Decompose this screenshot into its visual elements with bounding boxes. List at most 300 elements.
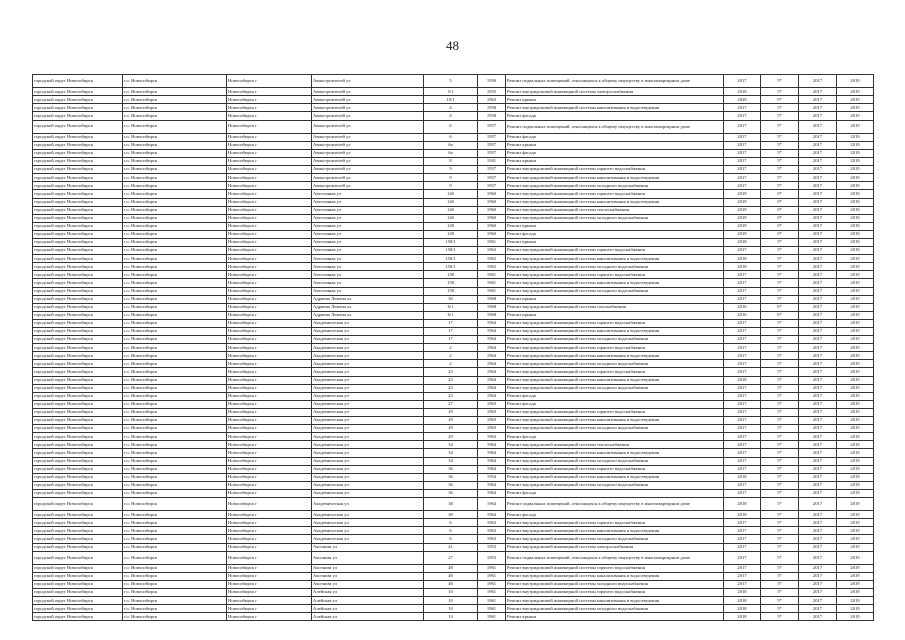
street-cell: Аксенова ул bbox=[312, 543, 424, 551]
priority-cell: 5* bbox=[761, 149, 799, 157]
priority-cell: 5* bbox=[761, 589, 799, 597]
settlement-cell: г.о. Новосибирск bbox=[123, 597, 227, 605]
planned-year-cell: 2017 bbox=[724, 120, 761, 133]
table-row bbox=[33, 214, 874, 222]
settlement-cell: г.о. Новосибирск bbox=[123, 589, 227, 597]
work-type-cell: Ремонт фасада bbox=[506, 133, 724, 141]
house-number-cell: 150/1 bbox=[424, 247, 478, 255]
settlement-cell: г.о. Новосибирск bbox=[123, 230, 227, 238]
municipality-cell: городской округ Новосибирск bbox=[33, 287, 123, 295]
build-year-cell: 1960 bbox=[478, 190, 506, 198]
street-cell: Академическая ул bbox=[312, 489, 424, 497]
planned-year-cell: 2017 bbox=[724, 368, 761, 376]
period-end-cell: 2019 bbox=[837, 295, 874, 303]
house-number-cell: 10/1 bbox=[424, 96, 478, 104]
street-cell: Академическая ул bbox=[312, 481, 424, 489]
build-year-cell: 1961 bbox=[478, 238, 506, 246]
municipality-cell: городской округ Новосибирск bbox=[33, 605, 123, 613]
table-row bbox=[33, 572, 874, 580]
build-year-cell: 1961 bbox=[478, 572, 506, 580]
street-cell: Академическая ул bbox=[312, 465, 424, 473]
settlement-cell: г.о. Новосибирск bbox=[123, 174, 227, 182]
house-number-cell: 158 bbox=[424, 287, 478, 295]
settlement-cell: г.о. Новосибирск bbox=[123, 303, 227, 311]
municipality-cell: городской округ Новосибирск bbox=[33, 319, 123, 327]
street-cell: Академическая ул bbox=[312, 408, 424, 416]
work-type-cell: Ремонт внутридомовой инженерной системы холодного водоснабжения bbox=[506, 214, 724, 222]
period-end-cell: 2019 bbox=[837, 222, 874, 230]
house-number-cell: 146 bbox=[424, 190, 478, 198]
city-cell: Новосибирск г bbox=[227, 311, 312, 319]
planned-year-cell: 2017 bbox=[724, 287, 761, 295]
city-cell: Новосибирск г bbox=[227, 589, 312, 597]
table-row bbox=[33, 104, 874, 112]
build-year-cell: 1961 bbox=[478, 613, 506, 621]
table-row bbox=[33, 319, 874, 327]
house-number-cell: 146 bbox=[424, 198, 478, 206]
street-cell: Автогенная ул bbox=[312, 190, 424, 198]
table-row bbox=[33, 543, 874, 551]
house-number-cell: 6/1 bbox=[424, 311, 478, 319]
build-year-cell: 1968 bbox=[478, 303, 506, 311]
house-number-cell: 6 bbox=[424, 527, 478, 535]
work-type-cell: Ремонт фасада bbox=[506, 149, 724, 157]
house-number-cell: 34 bbox=[424, 441, 478, 449]
settlement-cell: г.о. Новосибирск bbox=[123, 551, 227, 564]
house-number-cell: 48 bbox=[424, 572, 478, 580]
build-year-cell: 1964 bbox=[478, 457, 506, 465]
city-cell: Новосибирск г bbox=[227, 352, 312, 360]
build-year-cell: 1962 bbox=[478, 263, 506, 271]
municipality-cell: городской округ Новосибирск bbox=[33, 344, 123, 352]
table-row bbox=[33, 222, 874, 230]
planned-year-cell: 2017 bbox=[724, 166, 761, 174]
work-type-cell: Ремонт крыши bbox=[506, 238, 724, 246]
settlement-cell: г.о. Новосибирск bbox=[123, 120, 227, 133]
build-year-cell: 1957 bbox=[478, 133, 506, 141]
period-start-cell: 2017 bbox=[799, 535, 837, 543]
municipality-cell: городской округ Новосибирск bbox=[33, 198, 123, 206]
settlement-cell: г.о. Новосибирск bbox=[123, 214, 227, 222]
period-end-cell: 2019 bbox=[837, 457, 874, 465]
street-cell: Авиастроителей ул bbox=[312, 104, 424, 112]
municipality-cell: городской округ Новосибирск bbox=[33, 433, 123, 441]
street-cell: Академическая ул bbox=[312, 360, 424, 368]
house-number-cell: 36 bbox=[424, 489, 478, 497]
city-cell: Новосибирск г bbox=[227, 182, 312, 190]
table-row bbox=[33, 158, 874, 166]
priority-cell: 5* bbox=[761, 392, 799, 400]
period-end-cell: 2019 bbox=[837, 247, 874, 255]
table-row bbox=[33, 263, 874, 271]
period-end-cell: 2019 bbox=[837, 597, 874, 605]
period-end-cell: 2019 bbox=[837, 481, 874, 489]
priority-cell: 5* bbox=[761, 417, 799, 425]
street-cell: Академическая ул bbox=[312, 473, 424, 481]
municipality-cell: городской округ Новосибирск bbox=[33, 328, 123, 336]
city-cell: Новосибирск г bbox=[227, 295, 312, 303]
period-end-cell: 2019 bbox=[837, 581, 874, 589]
city-cell: Новосибирск г bbox=[227, 149, 312, 157]
planned-year-cell: 2017 bbox=[724, 158, 761, 166]
street-cell: Автогенная ул bbox=[312, 247, 424, 255]
municipality-cell: городской округ Новосибирск bbox=[33, 75, 123, 88]
build-year-cell: 1963 bbox=[478, 400, 506, 408]
settlement-cell: г.о. Новосибирск bbox=[123, 247, 227, 255]
municipality-cell: городской округ Новосибирск bbox=[33, 182, 123, 190]
priority-cell: 5* bbox=[761, 263, 799, 271]
house-number-cell: 2 bbox=[424, 360, 478, 368]
municipality-cell: городской округ Новосибирск bbox=[33, 511, 123, 519]
period-end-cell: 2019 bbox=[837, 400, 874, 408]
municipality-cell: городской округ Новосибирск bbox=[33, 441, 123, 449]
planned-year-cell: 2018 bbox=[724, 255, 761, 263]
city-cell: Новосибирск г bbox=[227, 433, 312, 441]
settlement-cell: г.о. Новосибирск bbox=[123, 75, 227, 88]
period-end-cell: 2019 bbox=[837, 613, 874, 621]
city-cell: Новосибирск г bbox=[227, 417, 312, 425]
table-row bbox=[33, 238, 874, 246]
city-cell: Новосибирск г bbox=[227, 287, 312, 295]
priority-cell: 5* bbox=[761, 328, 799, 336]
build-year-cell: 1963 bbox=[478, 425, 506, 433]
house-number-cell: 27 bbox=[424, 400, 478, 408]
house-number-cell: 17 bbox=[424, 336, 478, 344]
settlement-cell: г.о. Новосибирск bbox=[123, 511, 227, 519]
period-end-cell: 2019 bbox=[837, 572, 874, 580]
table-row bbox=[33, 352, 874, 360]
work-type-cell: Ремонт фасада bbox=[506, 230, 724, 238]
work-type-cell: Ремонт внутридомовой инженерной системы холодного водоснабжения bbox=[506, 287, 724, 295]
period-end-cell: 2019 bbox=[837, 336, 874, 344]
table-row bbox=[33, 425, 874, 433]
priority-cell: 5* bbox=[761, 368, 799, 376]
period-end-cell: 2019 bbox=[837, 497, 874, 510]
settlement-cell: г.о. Новосибирск bbox=[123, 473, 227, 481]
city-cell: Новосибирск г bbox=[227, 564, 312, 572]
settlement-cell: г.о. Новосибирск bbox=[123, 605, 227, 613]
work-type-cell: Ремонт фасада bbox=[506, 400, 724, 408]
period-start-cell: 2017 bbox=[799, 247, 837, 255]
house-number-cell: 36 bbox=[424, 481, 478, 489]
build-year-cell: 1963 bbox=[478, 433, 506, 441]
street-cell: Аксенова ул bbox=[312, 564, 424, 572]
table-row bbox=[33, 311, 874, 319]
period-end-cell: 2019 bbox=[837, 551, 874, 564]
work-type-cell: Ремонт внутридомовой инженерной системы холодного водоснабжения bbox=[506, 360, 724, 368]
priority-cell: 5* bbox=[761, 352, 799, 360]
work-type-cell: Ремонт внутридомовой инженерной системы горячего водоснабжения bbox=[506, 247, 724, 255]
street-cell: Академическая ул bbox=[312, 336, 424, 344]
planned-year-cell: 2017 bbox=[724, 535, 761, 543]
work-type-cell: Ремонт внутридомовой инженерной системы теплоснабжения bbox=[506, 441, 724, 449]
municipality-cell: городской округ Новосибирск bbox=[33, 311, 123, 319]
period-start-cell: 2017 bbox=[799, 206, 837, 214]
period-start-cell: 2017 bbox=[799, 287, 837, 295]
build-year-cell: 1957 bbox=[478, 166, 506, 174]
municipality-cell: городской округ Новосибирск bbox=[33, 141, 123, 149]
period-start-cell: 2017 bbox=[799, 408, 837, 416]
table-row bbox=[33, 190, 874, 198]
street-cell: Алейская ул bbox=[312, 605, 424, 613]
period-start-cell: 2017 bbox=[799, 96, 837, 104]
house-number-cell: 150/1 bbox=[424, 255, 478, 263]
build-year-cell: 1964 bbox=[478, 360, 506, 368]
planned-year-cell: 2017 bbox=[724, 527, 761, 535]
priority-cell: 5* bbox=[761, 497, 799, 510]
period-start-cell: 2017 bbox=[799, 368, 837, 376]
planned-year-cell: 2017 bbox=[724, 441, 761, 449]
house-number-cell: 36 bbox=[424, 473, 478, 481]
period-start-cell: 2017 bbox=[799, 230, 837, 238]
city-cell: Новосибирск г bbox=[227, 206, 312, 214]
build-year-cell: 1964 bbox=[478, 449, 506, 457]
table-row bbox=[33, 613, 874, 621]
municipality-cell: городской округ Новосибирск bbox=[33, 174, 123, 182]
period-end-cell: 2019 bbox=[837, 166, 874, 174]
build-year-cell: 1961 bbox=[478, 605, 506, 613]
house-number-cell: 23 bbox=[424, 392, 478, 400]
table-row bbox=[33, 511, 874, 519]
municipality-cell: городской округ Новосибирск bbox=[33, 481, 123, 489]
street-cell: Алейская ул bbox=[312, 613, 424, 621]
house-number-cell: 10 bbox=[424, 589, 478, 597]
period-start-cell: 2017 bbox=[799, 263, 837, 271]
period-start-cell: 2017 bbox=[799, 457, 837, 465]
street-cell: Академическая ул bbox=[312, 400, 424, 408]
work-type-cell: Ремонт внутридомовой инженерной системы канализования и водоотведения bbox=[506, 376, 724, 384]
municipality-cell: городской округ Новосибирск bbox=[33, 572, 123, 580]
settlement-cell: г.о. Новосибирск bbox=[123, 344, 227, 352]
period-end-cell: 2019 bbox=[837, 190, 874, 198]
street-cell: Академическая ул bbox=[312, 527, 424, 535]
street-cell: Автогенная ул bbox=[312, 230, 424, 238]
period-start-cell: 2017 bbox=[799, 328, 837, 336]
table-row bbox=[33, 368, 874, 376]
work-type-cell: Ремонт внутридомовой инженерной системы горячего водоснабжения bbox=[506, 190, 724, 198]
planned-year-cell: 2017 bbox=[724, 133, 761, 141]
planned-year-cell: 2017 bbox=[724, 174, 761, 182]
settlement-cell: г.о. Новосибирск bbox=[123, 112, 227, 120]
house-number-cell: 158 bbox=[424, 279, 478, 287]
municipality-cell: городской округ Новосибирск bbox=[33, 489, 123, 497]
house-number-cell: 2 bbox=[424, 344, 478, 352]
work-type-cell: Ремонт внутридомовой инженерной системы электроснабжения bbox=[506, 88, 724, 96]
table-row bbox=[33, 271, 874, 279]
settlement-cell: г.о. Новосибирск bbox=[123, 287, 227, 295]
work-type-cell: Ремонт внутридомовой инженерной системы канализования и водоотведения bbox=[506, 279, 724, 287]
municipality-cell: городской округ Новосибирск bbox=[33, 230, 123, 238]
house-number-cell: 148 bbox=[424, 230, 478, 238]
table-row bbox=[33, 400, 874, 408]
planned-year-cell: 2016 bbox=[724, 303, 761, 311]
city-cell: Новосибирск г bbox=[227, 376, 312, 384]
work-type-cell: Ремонт внутридомовой инженерной системы горячего водоснабжения bbox=[506, 465, 724, 473]
period-start-cell: 2017 bbox=[799, 497, 837, 510]
house-number-cell: 146 bbox=[424, 214, 478, 222]
table-row bbox=[33, 589, 874, 597]
period-end-cell: 2019 bbox=[837, 141, 874, 149]
street-cell: Автогенная ул bbox=[312, 238, 424, 246]
city-cell: Новосибирск г bbox=[227, 425, 312, 433]
settlement-cell: г.о. Новосибирск bbox=[123, 222, 227, 230]
work-type-cell: Ремонт внутридомовой инженерной системы горячего водоснабжения bbox=[506, 271, 724, 279]
period-start-cell: 2017 bbox=[799, 465, 837, 473]
city-cell: Новосибирск г bbox=[227, 551, 312, 564]
period-start-cell: 2017 bbox=[799, 190, 837, 198]
period-start-cell: 2017 bbox=[799, 222, 837, 230]
work-type-cell: Ремонт внутридомовой инженерной системы горячего водоснабжения bbox=[506, 166, 724, 174]
municipality-cell: городской округ Новосибирск bbox=[33, 457, 123, 465]
period-end-cell: 2019 bbox=[837, 112, 874, 120]
house-number-cell: 146 bbox=[424, 206, 478, 214]
municipality-cell: городской округ Новосибирск bbox=[33, 104, 123, 112]
street-cell: Авиастроителей ул bbox=[312, 75, 424, 88]
period-start-cell: 2017 bbox=[799, 417, 837, 425]
house-number-cell: 150/1 bbox=[424, 238, 478, 246]
street-cell: Академическая ул bbox=[312, 328, 424, 336]
period-end-cell: 2019 bbox=[837, 96, 874, 104]
city-cell: Новосибирск г bbox=[227, 572, 312, 580]
settlement-cell: г.о. Новосибирск bbox=[123, 481, 227, 489]
planned-year-cell: 2017 bbox=[724, 352, 761, 360]
settlement-cell: г.о. Новосибирск bbox=[123, 465, 227, 473]
street-cell: Академическая ул bbox=[312, 368, 424, 376]
priority-cell: 5* bbox=[761, 384, 799, 392]
city-cell: Новосибирск г bbox=[227, 255, 312, 263]
table-row bbox=[33, 551, 874, 564]
table-row bbox=[33, 295, 874, 303]
settlement-cell: г.о. Новосибирск bbox=[123, 360, 227, 368]
period-start-cell: 2017 bbox=[799, 336, 837, 344]
priority-cell: 0* bbox=[761, 214, 799, 222]
city-cell: Новосибирск г bbox=[227, 222, 312, 230]
period-start-cell: 2017 bbox=[799, 519, 837, 527]
table-row bbox=[33, 519, 874, 527]
planned-year-cell: 2017 bbox=[724, 336, 761, 344]
period-start-cell: 2017 bbox=[799, 392, 837, 400]
city-cell: Новосибирск г bbox=[227, 465, 312, 473]
period-start-cell: 2017 bbox=[799, 149, 837, 157]
city-cell: Новосибирск г bbox=[227, 441, 312, 449]
period-end-cell: 2019 bbox=[837, 271, 874, 279]
work-type-cell: Ремонт внутридомовой инженерной системы холодного водоснабжения bbox=[506, 384, 724, 392]
planned-year-cell: 2017 bbox=[724, 457, 761, 465]
period-start-cell: 2017 bbox=[799, 141, 837, 149]
city-cell: Новосибирск г bbox=[227, 247, 312, 255]
period-start-cell: 2017 bbox=[799, 425, 837, 433]
period-end-cell: 2019 bbox=[837, 605, 874, 613]
build-year-cell: 1964 bbox=[478, 465, 506, 473]
city-cell: Новосибирск г bbox=[227, 96, 312, 104]
house-number-cell: 36 bbox=[424, 465, 478, 473]
municipality-cell: городской округ Новосибирск bbox=[33, 166, 123, 174]
house-number-cell: 9 bbox=[424, 166, 478, 174]
house-number-cell: 6 bbox=[424, 519, 478, 527]
city-cell: Новосибирск г bbox=[227, 613, 312, 621]
settlement-cell: г.о. Новосибирск bbox=[123, 263, 227, 271]
planned-year-cell: 2018 bbox=[724, 589, 761, 597]
priority-cell: 5* bbox=[761, 489, 799, 497]
work-type-cell: Ремонт внутридомовой инженерной системы канализования и водоотведения bbox=[506, 417, 724, 425]
settlement-cell: г.о. Новосибирск bbox=[123, 311, 227, 319]
work-type-cell: Ремонт внутридомовой инженерной системы холодного водоснабжения bbox=[506, 457, 724, 465]
street-cell: Авиастроителей ул bbox=[312, 88, 424, 96]
house-number-cell: 148 bbox=[424, 222, 478, 230]
build-year-cell: 1964 bbox=[478, 328, 506, 336]
settlement-cell: г.о. Новосибирск bbox=[123, 336, 227, 344]
settlement-cell: г.о. Новосибирск bbox=[123, 328, 227, 336]
build-year-cell: 1961 bbox=[478, 564, 506, 572]
planned-year-cell: 2017 bbox=[724, 247, 761, 255]
street-cell: Автогенная ул bbox=[312, 206, 424, 214]
street-cell: Алейская ул bbox=[312, 597, 424, 605]
work-type-cell: Ремонт внутридомовой инженерной системы холодного водоснабжения bbox=[506, 336, 724, 344]
street-cell: Аксенова ул bbox=[312, 551, 424, 564]
municipality-cell: городской округ Новосибирск bbox=[33, 88, 123, 96]
build-year-cell: 1957 bbox=[478, 120, 506, 133]
municipality-cell: городской округ Новосибирск bbox=[33, 425, 123, 433]
work-type-cell: Ремонт подвальных помещений, относящихся к общему имуществу в многоквартирном доме bbox=[506, 120, 724, 133]
period-start-cell: 2017 bbox=[799, 360, 837, 368]
priority-cell: 5* bbox=[761, 613, 799, 621]
priority-cell: 5* bbox=[761, 605, 799, 613]
planned-year-cell: 2017 bbox=[724, 572, 761, 580]
priority-cell: 5* bbox=[761, 511, 799, 519]
work-type-cell: Ремонт внутридомовой инженерной системы газоснабжения bbox=[506, 303, 724, 311]
municipality-cell: городской округ Новосибирск bbox=[33, 303, 123, 311]
house-number-cell: 34 bbox=[424, 449, 478, 457]
priority-cell: 5* bbox=[761, 174, 799, 182]
period-start-cell: 2017 bbox=[799, 433, 837, 441]
work-type-cell: Ремонт подвальных помещений, относящихся к общему имуществу в многоквартирном доме bbox=[506, 75, 724, 88]
period-end-cell: 2019 bbox=[837, 149, 874, 157]
street-cell: Академическая ул bbox=[312, 425, 424, 433]
city-cell: Новосибирск г bbox=[227, 158, 312, 166]
work-type-cell: Ремонт внутридомовой инженерной системы канализования и водоотведения bbox=[506, 328, 724, 336]
street-cell: Академическая ул bbox=[312, 433, 424, 441]
city-cell: Новосибирск г bbox=[227, 408, 312, 416]
city-cell: Новосибирск г bbox=[227, 497, 312, 510]
priority-cell: 5* bbox=[761, 425, 799, 433]
city-cell: Новосибирск г bbox=[227, 238, 312, 246]
planned-year-cell: 2017 bbox=[724, 400, 761, 408]
municipality-cell: городской округ Новосибирск bbox=[33, 190, 123, 198]
house-number-cell: 150/1 bbox=[424, 263, 478, 271]
priority-cell: 0* bbox=[761, 96, 799, 104]
planned-year-cell: 2017 bbox=[724, 384, 761, 392]
period-end-cell: 2019 bbox=[837, 519, 874, 527]
settlement-cell: г.о. Новосибирск bbox=[123, 543, 227, 551]
period-start-cell: 2017 bbox=[799, 597, 837, 605]
settlement-cell: г.о. Новосибирск bbox=[123, 425, 227, 433]
priority-cell: 5* bbox=[761, 295, 799, 303]
period-end-cell: 2019 bbox=[837, 263, 874, 271]
house-number-cell: 8 bbox=[424, 158, 478, 166]
table-row bbox=[33, 597, 874, 605]
municipality-cell: городской округ Новосибирск bbox=[33, 255, 123, 263]
period-start-cell: 2017 bbox=[799, 198, 837, 206]
house-number-cell: 2 bbox=[424, 352, 478, 360]
table-row bbox=[33, 133, 874, 141]
table-row bbox=[33, 441, 874, 449]
build-year-cell: 1961 bbox=[478, 589, 506, 597]
house-number-cell: 48 bbox=[424, 581, 478, 589]
planned-year-cell: 2017 bbox=[724, 449, 761, 457]
house-number-cell: 6 bbox=[424, 535, 478, 543]
house-number-cell: 23 bbox=[424, 384, 478, 392]
build-year-cell: 1960 bbox=[478, 214, 506, 222]
